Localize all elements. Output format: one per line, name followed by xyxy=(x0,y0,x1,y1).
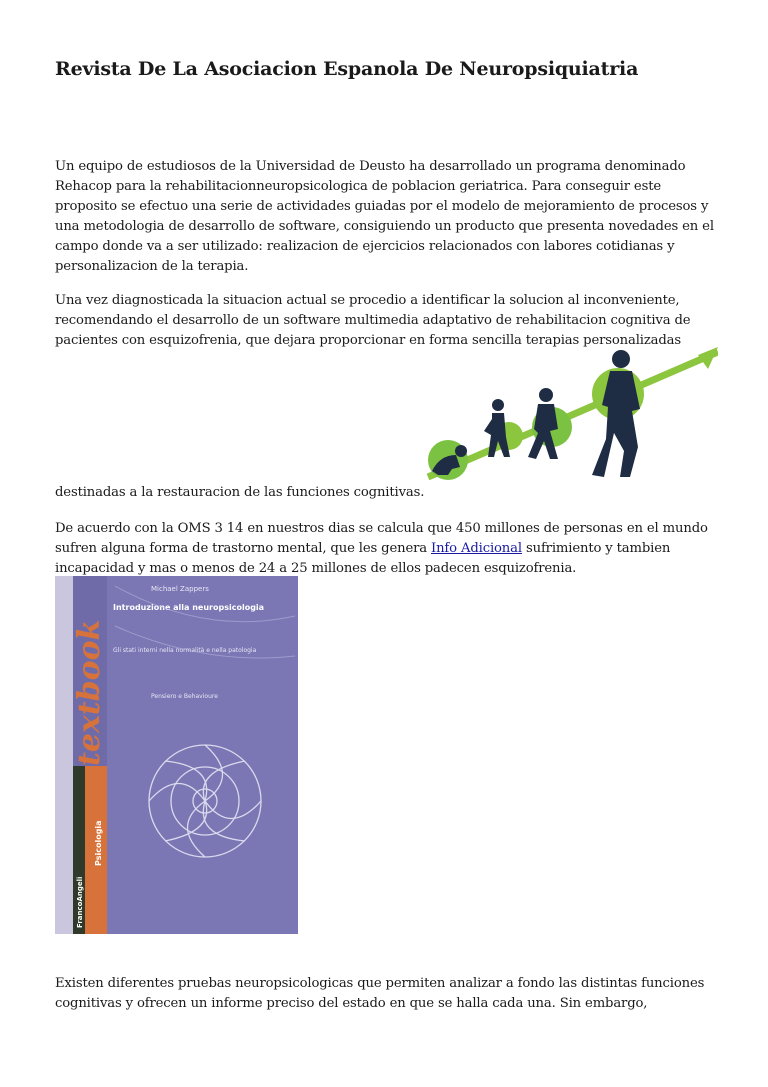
book-publisher-line: Pensiero e Behavioure xyxy=(151,693,218,700)
book-subtitle: Gli stati interni nella normalità e nella patologia xyxy=(113,647,257,654)
book-series: Psicologia xyxy=(94,820,103,866)
paragraph-diagnosis: Una vez diagnosticada la situacion actual se procedio a identificar la solucion al inconveniente, recomendando el desarrollo de un software multimedia adaptativo de rehabilitacion cognitiva de pacientes con esquizofrenia, que dejara proporcionar en forma sencilla terapias personalizadas xyxy=(55,293,691,348)
paragraph-tests: Existen diferentes pruebas neuropsicologicas que permiten analizar a fondo las distintas funciones cognitivas y ofrecen un informe preciso del estado en que se halla cada una. Sin embargo, xyxy=(55,976,705,1011)
cover-left-band xyxy=(55,576,73,934)
paragraph-cognitive: destinadas a la restauracion de las funciones cognitivas. xyxy=(55,485,425,500)
paragraph-oms-after: sufrimiento y tambien incapacidad y mas o menos de 24 a 25 millones de ellos padecen esquizofrenia. xyxy=(55,541,671,576)
paragraph-rehacop: Un equipo de estudiosos de la Universidad de Deusto ha desarrollado un programa denominado Rehacop para la rehabilitacionneuropsicologica de poblacion geriatrica. Para conseguir este proposito se efectuo una serie de actividades guiadas por el modelo de mejoramiento de procesos y una metodologia de desarrollo de software, consiguiendo un producto que presenta novedades en el campo donde va a ser utilizado: realizacion de ejercicios relacionados con labores cotidianas y personalizacion de la terapia. xyxy=(55,159,714,274)
paragraph-oms xyxy=(55,519,715,579)
spine-text: textbook xyxy=(72,619,107,766)
book-title: Introduzione alla neuropsicologia xyxy=(113,603,265,612)
paragraph-oms-before: De acuerdo con la OMS 3 14 en nuestros dias se calcula que 450 millones de personas en el mundo sufren alguna forma de trastorno mental, que les genera xyxy=(55,521,708,556)
book-author: Michael Zappers xyxy=(151,585,209,593)
book-imprint: FrancoAngeli xyxy=(76,876,84,928)
page-title: Revista De La Asociacion Espanola De Neuropsiquiatria xyxy=(55,58,639,80)
child-development-stages-icon xyxy=(418,347,718,487)
growth-arrow-head xyxy=(698,347,718,369)
growth-arrow xyxy=(428,352,718,477)
info-adicional-link[interactable]: Info Adicional xyxy=(431,541,522,556)
book-cover-image xyxy=(55,576,298,934)
